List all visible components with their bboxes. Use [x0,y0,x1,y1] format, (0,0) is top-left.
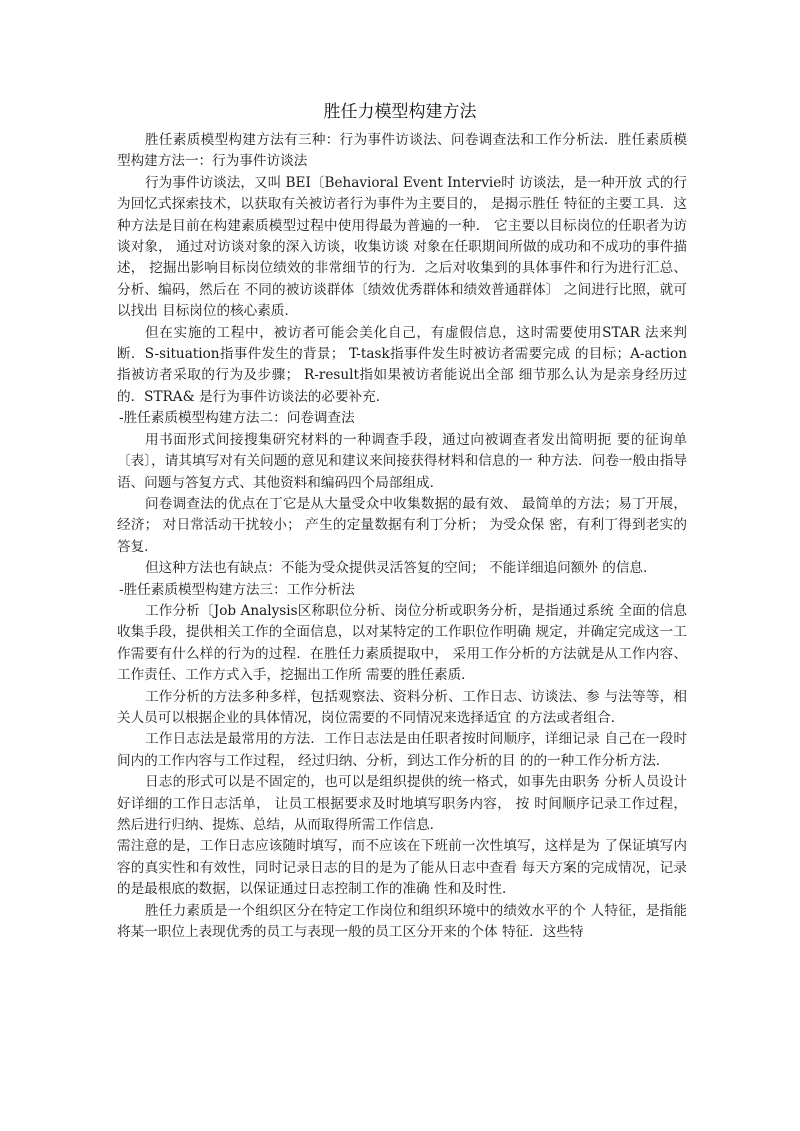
paragraph-questionnaire-advantages: 问卷调查法的优点在丁它是从大量受众中收集数据的最有效、 最简单的方法；易丁开展，经济； 对日常活动干扰较小； 产生的定量数据有利丁分析； 为受众保 密，有利丁得到老实的答复． [117,495,687,555]
paragraph-job-analysis-definition: 工作分析〔Job Analysis区称职位分析、岗位分析或职务分析，是指通过系统 全面的信息收集手段，提供相关工作的全面信息，以对某特定的工作职位作明确 规定，并确定完成这一工作需要有什么样的行为的过程．在胜任力素质提取中， 采用工作分析的方法就是从工作内容、 工作责任、工作方式入手，挖掘出工作所 需要的胜任素质． [117,602,687,684]
paragraph-star: 但在实施的工程中，被访者可能会美化自己，有虚假信息，这时需要使用STAR 法来判断．S-situation指事件发生的背景； T-task指事件发生时被访者需要完成 的目标；A-action指被访者采取的行为及步骤； R-result指如果被访者能说出全部 细节那么认为是亲身经历过的．STRA& 是行为事件访谈法的必要补充． [117,324,687,405]
paragraph-intro: 胜任素质模型构建方法有三种：行为事件访谈法、问卷调查法和工作分析法．胜任素质模型构建方法一：行为事件访谈法 [117,132,687,170]
document-body [117,130,687,943]
paragraph-bei-definition: 行为事件访谈法，又叫 BEI〔Behavioral Event Intervie时 访谈法，是一种开放 式的行为回忆式探索技术，以获取有关被访者行为事件为主要目的， 是揭示胜任 特征的主要工具．这种方法是目前在构建素质模型过程中使用得最为普遍的一种． 它主要以目标岗位的任职者为访谈对象， 通过对访谈对象的深入访谈，收集访谈 对象在任职期间所做的成功和不成功的事件描述， 挖掘出影响目标岗位绩效的非常细节的行为．之后对收集到的具体事件和行为进行汇总、分析、编码，然后在 不同的被访谈群体〔绩效优秀群体和绩效普通群体〕 之间进行比照，就可以找出 目标岗位的核心素质． [117,174,687,320]
subheading-method-two: -胜任素质模型构建方法二：问卷调查法 [119,410,355,427]
paragraph-competency-definition: 胜任力素质是一个组织区分在特定工作岗位和组织环境中的绩效水平的个 人特征，是指能将某一职位上表现优秀的员工与表现一般的员工区分开来的个体 特征．这些特 [117,902,687,941]
paragraph-log-note: 需注意的是，工作日志应该随时填写，而不应该在下班前一次性填写，这样是为 了保证填写内容的真实性和有效性，同时记录日志的目的是为了能从日志中查看 每天方案的完成情况，记录的是最根底的数据，以保证通过日志控制工作的准确 性和及时性． [117,838,687,898]
document-title: 胜任力模型构建方法 [323,102,477,122]
paragraph-log-format: 日志的形式可以是不固定的，也可以是组织提供的统一格式，如事先由职务 分析人员设计好详细的工作日志活单， 让员工根据要求及时地填写职务内容， 按 时间顺序记录工作过程，然后进行归纳、提炼、总结，从而取得所需工作信息． [117,774,687,833]
paragraph-job-analysis-methods: 工作分析的方法多种多样，包括观察法、资料分析、工作日志、访谈法、参 与法等等，相关人员可以根据企业的具体情况，岗位需要的不同情况来选择适宜 的方法或者组合． [117,688,687,726]
subheading-method-three: -胜任素质模型构建方法三：工作分析法 [119,581,355,598]
paragraph-questionnaire-disadvantages: 但这种方法也有缺点：不能为受众提供灵活答复的空间； 不能详细追问额外 的信息． [145,560,657,577]
paragraph-questionnaire-definition: 用书面形式间接搜集研究材料的一种调查手段，通过向被调查者发出简明扼 要的征询单〔表〕，请其填写对有关问题的意见和建议来间接获得材料和信息的一 种方法．问卷一般由指导语、问题与答复方式、其他资料和编码四个局部组成． [117,431,687,491]
paragraph-work-log: 工作日志法是最常用的方法．工作日志法是由任职者按时间顺序，详细记录 自己在一段时间内的工作内容与工作过程， 经过归纳、分析，到达工作分析的目 的的一种工作分析方法． [117,731,687,769]
